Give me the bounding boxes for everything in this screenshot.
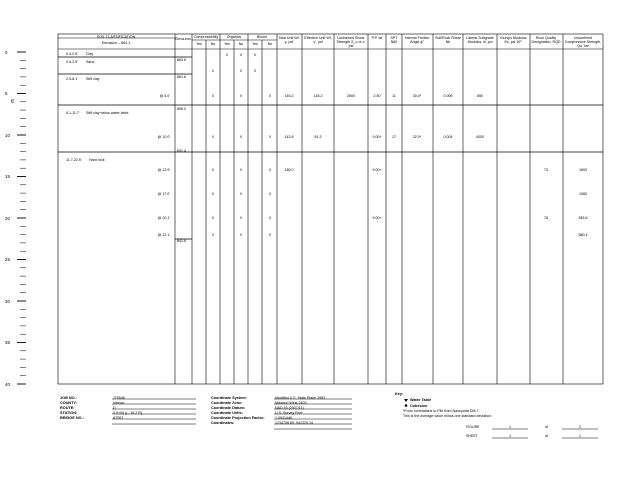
mark-x: X xyxy=(239,168,243,172)
layer-1-elev: 863.6 xyxy=(177,58,186,62)
sheet-of: of xyxy=(545,434,548,438)
layer-3-elev: 856.0 xyxy=(177,107,186,111)
mark-x: X xyxy=(239,94,243,98)
depth-tick-label: 15 xyxy=(5,174,10,179)
route-label: ROUTE: xyxy=(60,406,75,410)
depth-unit: (ft) xyxy=(10,98,15,104)
key-note-1: *From correlations to Pile from Nasopoda DM-7. xyxy=(403,409,480,413)
header-soil-rock-shear: Soil/Rock Shear Nk xyxy=(435,36,461,44)
depth-tick-label: 40 xyxy=(5,381,10,387)
mark-x: X xyxy=(211,233,215,237)
sample-total: 145.2 xyxy=(284,94,294,98)
mark-x: X xyxy=(268,233,272,237)
mark-x: X xyxy=(225,53,229,57)
coord-system-value: Modified U.S. State Plane 1983 xyxy=(275,396,326,400)
sample-phi: 30.0* xyxy=(412,94,422,98)
sample-depth: @ 10.0' xyxy=(157,135,170,139)
sample-rqd: 78 xyxy=(544,216,548,220)
layer-2-desc: Stiff clay xyxy=(86,77,100,81)
header-org-no: No xyxy=(238,42,244,46)
sample-depth: @ 22.1' xyxy=(157,233,170,237)
coord-units-value: U.S. Survey Feet xyxy=(275,411,303,415)
proj-factor-value: 1.0001446 xyxy=(275,416,292,420)
job-no-value: J75546 xyxy=(113,396,125,400)
layer-0-desc: Clay xyxy=(86,52,94,56)
sample-spt: 11 xyxy=(392,94,396,98)
bridge-label: BRIDGE NO.: xyxy=(60,416,84,420)
coords-label: Coordinates: xyxy=(211,421,235,425)
mark-x: X xyxy=(253,69,257,73)
header-pp: P.P. tsf xyxy=(371,36,383,40)
depth-tick-label: 30 xyxy=(5,298,10,304)
layer-0-range: 0.0-0.5' xyxy=(66,52,78,56)
mark-x: X xyxy=(239,53,243,57)
coord-zone-label: Coordinate Zone: xyxy=(211,401,243,405)
header-friction-angle: Internal Friction Angle ϕ° xyxy=(404,36,430,44)
key-note-2: This is the average value minus one standard deviation. xyxy=(403,414,492,418)
coords-value: 1234758.89, 542325.14 xyxy=(275,421,313,425)
header-compressibility: Compressibility xyxy=(193,35,219,39)
coord-units-label: Coordinate Units: xyxy=(211,411,243,415)
sample-depth: @ 13.9' xyxy=(157,168,170,172)
sheet-total: 1 xyxy=(579,434,581,438)
header-elevation: Elevation -- 864.1 xyxy=(101,41,131,45)
header-bloom-yes: Yes xyxy=(252,42,258,46)
mark-x: X xyxy=(268,216,272,220)
sample-qu: 983.6 xyxy=(578,216,588,220)
sample-pp: 9.00+ xyxy=(372,216,382,220)
sample-phi: 32.0* xyxy=(412,135,422,139)
sample-total: 180.0 xyxy=(284,168,294,172)
sample-total: 143.8 xyxy=(284,135,294,139)
header-total-unit-wt: Total Unit Wt. γ, pcf xyxy=(278,36,300,44)
county-value: Vernon xyxy=(113,401,125,405)
water-table-icon xyxy=(404,399,408,402)
layer-2-range: 2.5-8.1' xyxy=(66,77,78,81)
county-label: COUNTY: xyxy=(60,401,78,405)
header-bloom: Bloom xyxy=(256,35,268,39)
bridge-value: A7957 xyxy=(113,416,124,420)
mark-x: X xyxy=(211,192,215,196)
sample-rqd: 73 xyxy=(544,168,548,172)
layer-2-elev: 861.6 xyxy=(177,75,186,79)
sample-eff: 145.2 xyxy=(313,94,323,98)
header-org-yes: Yes xyxy=(224,42,230,46)
mark-x: X xyxy=(211,216,215,220)
depth-tick-label: 5 xyxy=(5,91,8,96)
header-comp-yes: Yes xyxy=(196,42,202,46)
key-cohesion: Cohesion xyxy=(410,403,428,408)
sample-qu: 1893 xyxy=(579,168,587,172)
mark-x: X xyxy=(211,69,215,73)
layer-4-desc: Hard rock xyxy=(89,158,105,162)
sample-qu: 1080 xyxy=(579,192,587,196)
mark-x: X xyxy=(211,94,215,98)
mark-x: X xyxy=(211,168,215,172)
figure-label: FIGURE xyxy=(466,425,480,429)
header-elevation-col: Eleva-tion xyxy=(175,37,191,41)
depth-tick-label: 25 xyxy=(5,257,10,262)
header-lateral-subgrade: Lateral Subgrade Modulus, kl, pci xyxy=(466,36,494,44)
sample-nk: 0.005 xyxy=(443,94,453,98)
header-effective-unit-wt: Effective Unit Wt. γ', pcf xyxy=(304,36,332,44)
mark-x: X xyxy=(268,192,272,196)
bottom-elev: 841.6 xyxy=(177,239,186,243)
header-organics: Organics xyxy=(226,35,242,39)
station-value: 0.0+00 (L, 16.2 R) xyxy=(113,411,143,415)
sheet-label: SHEET xyxy=(466,434,478,438)
coord-datum-label: Coordinate Datum: xyxy=(211,406,246,410)
mark-x: X xyxy=(239,233,243,237)
station-label: STATION: xyxy=(60,411,78,415)
sheet-number: 1 xyxy=(509,434,511,438)
header-spt: SPT N60 xyxy=(390,36,398,44)
header-unconfined: Unconfined Compressive Strength, Qu, ksf xyxy=(564,36,602,48)
layer-3-range: 8.1-11.7' xyxy=(66,111,80,115)
key-water-table: Water Table xyxy=(410,398,432,402)
mark-x: X xyxy=(239,216,243,220)
sample-pp: 9.00+ xyxy=(372,168,382,172)
mark-x: X xyxy=(239,192,243,196)
figure-number: 1 xyxy=(509,425,511,429)
job-no-label: JOB NO.: xyxy=(60,396,77,400)
key-label: Key: xyxy=(395,392,404,396)
figure-of: of xyxy=(545,425,548,429)
header-comp-no: No xyxy=(210,42,216,46)
sample-pp: 9.00+ xyxy=(372,135,382,139)
depth-tick-label: 20 xyxy=(5,215,10,221)
mark-x: X xyxy=(268,168,272,172)
sample-qu: 580.4 xyxy=(578,233,588,237)
mark-x: X xyxy=(268,94,272,98)
sample-pp: 2.50 xyxy=(373,94,381,98)
header-bloom-no: No xyxy=(267,42,273,46)
sample-eff: 81.3 xyxy=(314,135,322,139)
mark-x: X xyxy=(239,69,243,73)
layer-1-desc: Sand xyxy=(86,60,95,64)
sample-depth: @ 20.1' xyxy=(157,216,170,220)
sample-kl: 4000 xyxy=(476,135,484,139)
mark-x: X xyxy=(211,135,215,139)
mark-x: X xyxy=(253,53,257,57)
mark-x: X xyxy=(268,135,272,139)
sample-kl: 850 xyxy=(477,94,483,98)
depth-tick-label: 10 xyxy=(5,132,10,138)
coord-zone-value: Missouri West 2403 xyxy=(275,401,307,405)
header-soil-classification: SOIL CLASSIFICATION xyxy=(96,35,136,39)
layer-4-elev: 852.4 xyxy=(177,149,186,153)
depth-tick-label: 35 xyxy=(5,340,10,345)
cohesion-icon xyxy=(405,404,408,407)
sample-spt: 17 xyxy=(392,135,396,139)
depth-tick-label: 0 xyxy=(5,49,8,55)
layer-4-range: 11.7-22.5' xyxy=(66,158,82,162)
header-rqd: Rock Quality Designation, RQD xyxy=(531,36,561,44)
coord-datum-value: NAD 83 (2007/11) xyxy=(275,406,304,410)
proj-factor-label: Coordinate Projection Factor: xyxy=(211,416,265,420)
layer-1-range: 0.5-2.5' xyxy=(66,60,78,64)
layer-3-desc: Stiff clay below water table xyxy=(86,111,129,115)
mark-x: X xyxy=(239,135,243,139)
sample-nk: 0.004 xyxy=(443,135,453,139)
figure-total: 2 xyxy=(579,425,581,429)
coord-system-label: Coordinate System: xyxy=(211,396,247,400)
sample-depth: @ 5.0' xyxy=(159,94,170,98)
sample-depth: @ 17.0' xyxy=(157,192,170,196)
route-value: D xyxy=(113,406,116,410)
header-youngs-modulus: Young's Modulus Es, psi 10³ xyxy=(499,36,527,44)
sample-su: 2500 xyxy=(347,94,355,98)
header-undrained-shear: Undrained Shear Strength S_u or c, psf xyxy=(336,36,366,48)
